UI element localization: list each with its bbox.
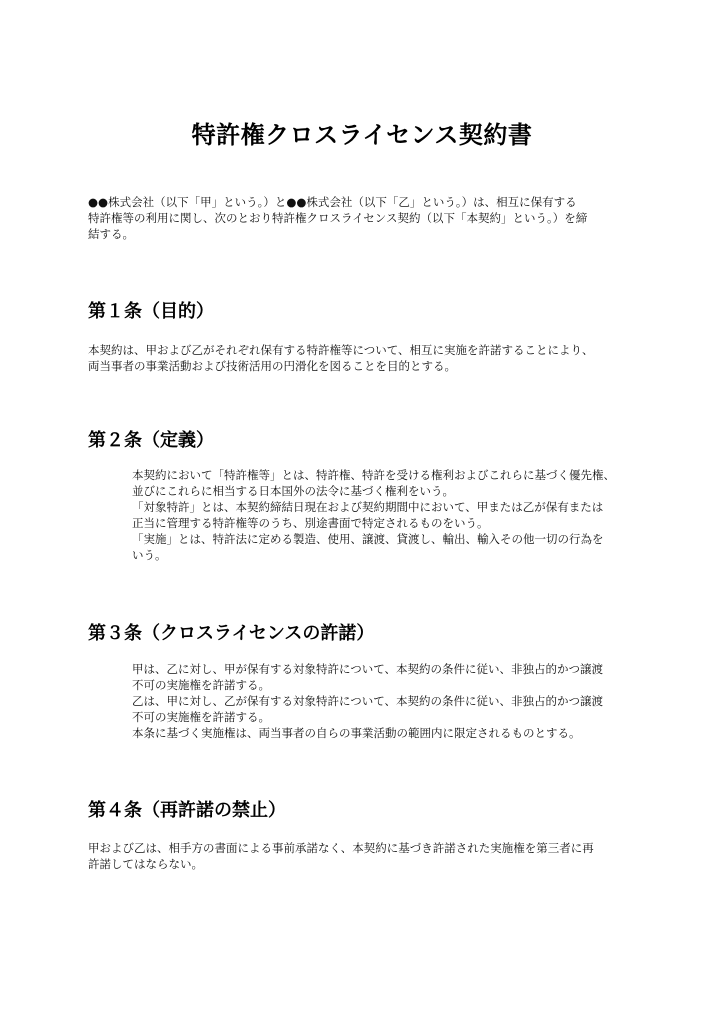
article-line: 許諾してはならない。 (88, 857, 203, 871)
article-line: 本契約において「特許権等」とは、特許権、特許を受ける権利およびこれらに基づく優先権、 (132, 468, 615, 482)
article-line: 乙は、甲に対し、乙が保有する対象特許について、本契約の条件に従い、非独占的かつ譲渡 (132, 694, 604, 708)
article-line: 「実施」とは、特許法に定める製造、使用、譲渡、貸渡し、輸出、輸入その他一切の行為を (132, 532, 604, 546)
article-line: 正当に管理する特許権等のうち、別途書面で特定されるものをいう。 (132, 516, 489, 530)
preamble-line: 特許権等の利用に関し、次のとおり特許権クロスライセンス契約（以下「本契約」という。）を締 (88, 211, 588, 225)
article-line: いう。 (132, 548, 167, 562)
article-3-heading: 第３条（クロスライセンスの許諾） (88, 623, 375, 644)
article-1-heading: 第１条（目的） (88, 301, 214, 322)
preamble-line: 結する。 (88, 227, 134, 241)
article-line: 本契約は、甲および乙がそれぞれ保有する特許権等について、相互に実施を許諾することにより、 (88, 343, 594, 357)
article-line: 本条に基づく実施権は、両当事者の自らの事業活動の範囲内に限定されるものとする。 (132, 726, 581, 740)
article-1-body (88, 342, 644, 374)
article-line: 甲および乙は、相手方の書面による事前承諾なく、本契約に基づき許諾された実施権を第三者に再 (88, 841, 594, 855)
article-line: 不可の実施権を許諾する。 (132, 678, 270, 692)
preamble-paragraph (88, 194, 644, 242)
article-line: 甲は、乙に対し、甲が保有する対象特許について、本契約の条件に従い、非独占的かつ譲渡 (132, 662, 604, 676)
document-title: 特許権クロスライセンス契約書 (191, 121, 533, 149)
article-2-heading: 第２条（定義） (88, 430, 214, 451)
article-3-body (132, 661, 644, 741)
article-line: 両当事者の事業活動および技術活用の円滑化を図ることを目的とする。 (88, 359, 456, 373)
article-line: 並びにこれらに相当する日本国外の法令に基づく権利をいう。 (132, 484, 454, 498)
article-4-heading: 第４条（再許諾の禁止） (88, 800, 286, 821)
preamble-line: ●●株式会社（以下「甲」という。）と●●株式会社（以下「乙」という。）は、相互に保有する (88, 195, 577, 209)
article-line: 不可の実施権を許諾する。 (132, 710, 270, 724)
article-4-body (88, 840, 644, 872)
article-2-body (132, 467, 644, 563)
article-line: 「対象特許」とは、本契約締結日現在および契約期間中において、甲または乙が保有または (132, 500, 604, 514)
